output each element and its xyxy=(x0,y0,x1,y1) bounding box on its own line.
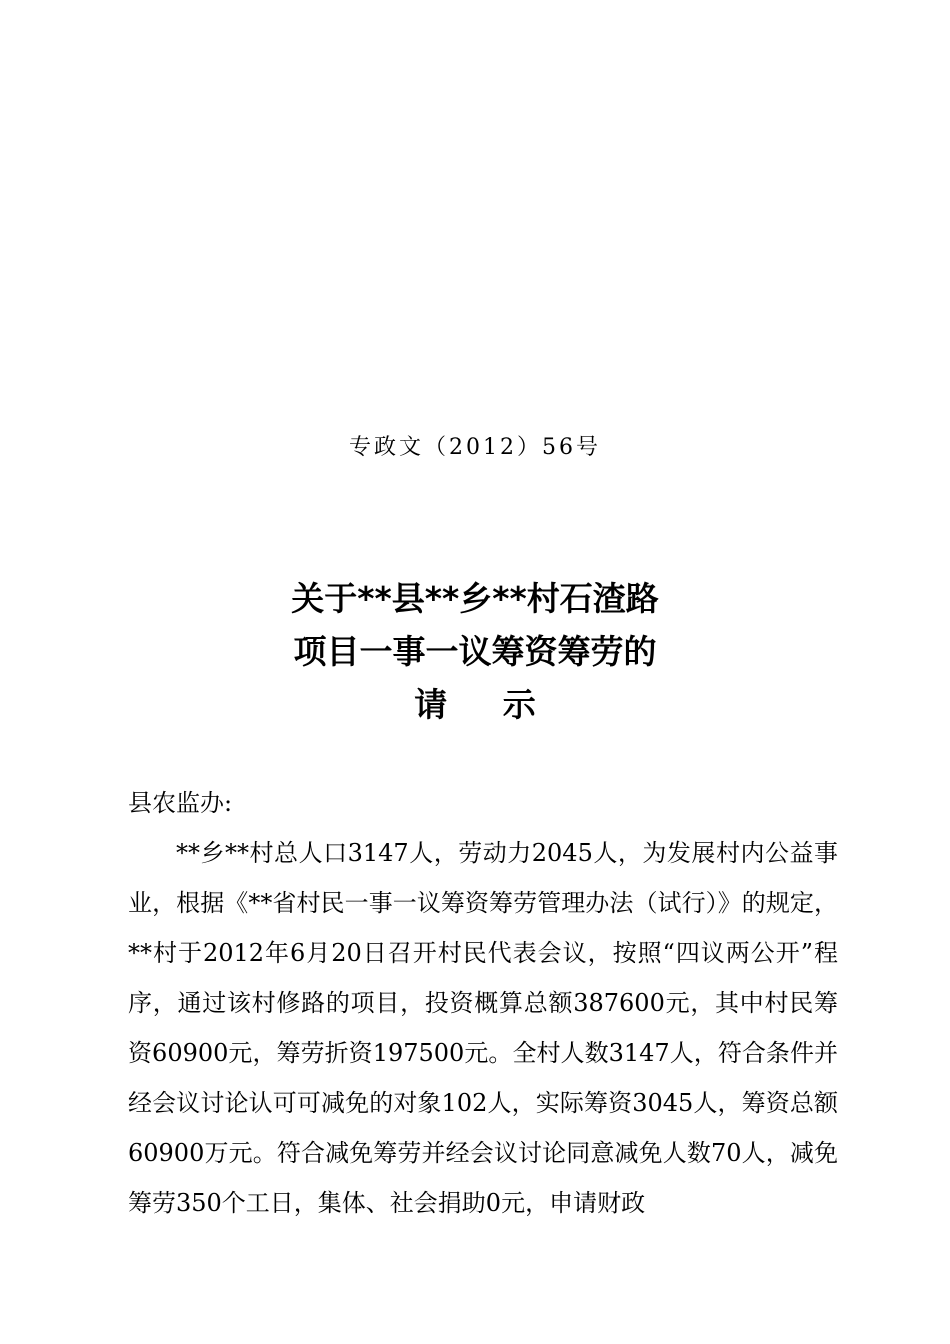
title-line-3: 请 示 xyxy=(414,685,558,724)
title-line-1: 关于**县**乡**村石渣路 xyxy=(291,579,659,618)
salutation: 县农监办: xyxy=(128,789,233,817)
document-number: 专政文（2012）56号 xyxy=(349,435,601,460)
document-title xyxy=(0,572,950,731)
document-body xyxy=(128,778,838,1228)
title-line-2: 项目一事一议筹资筹劳的 xyxy=(293,632,657,671)
body-paragraph: **乡**村总人口3147人，劳动力2045人，为发展村内公益事业，根据《**省村民一事一议筹资筹劳管理办法（试行）》的规定，**村于2012年6月20日召开村民代表会议，按照“四议两公开”程序，通过该村修路的项目，投资概算总额387600元，其中村民筹资60900元，筹劳折资197500元。全村人数3147人，符合条件并经会议讨论认可可减免的对象102人，实际筹资3045人，筹资总额60900万元。符合减免筹劳并经会议讨论同意减免人数70人，减免筹劳350个工日，集体、社会捐助0元，申请财政 xyxy=(128,839,838,1217)
